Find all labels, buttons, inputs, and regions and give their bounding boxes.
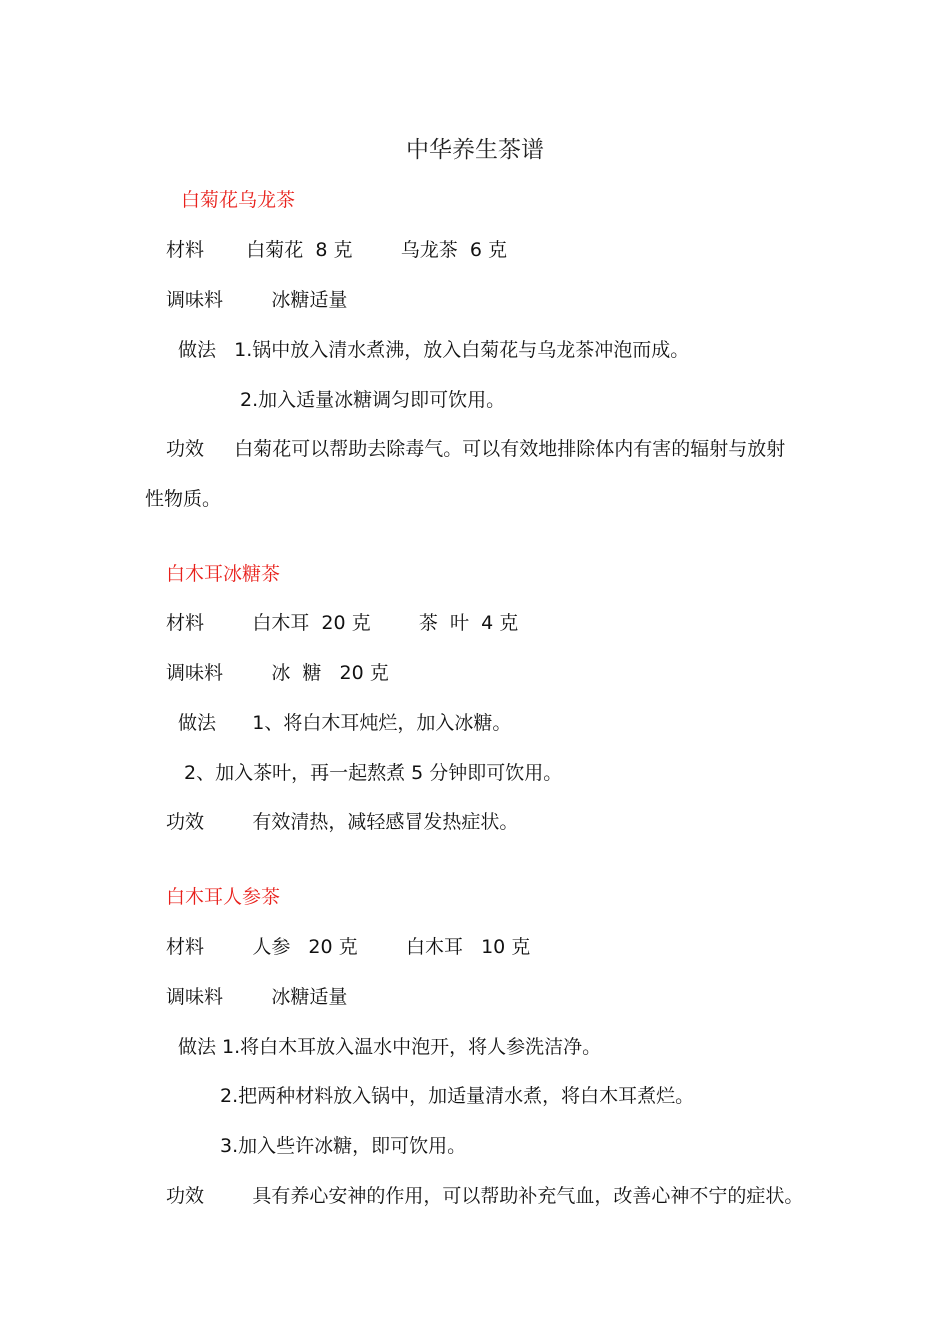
recipe-effect: 功效 具有养心安神的作用，可以帮助补充气血，改善心神不宁的症状。 <box>166 1185 804 1207</box>
recipe-title: 白木耳人参茶 <box>166 886 281 908</box>
recipe-title: 白菊花乌龙茶 <box>181 189 296 211</box>
recipe-seasoning: 调味料 冰糖适量 <box>166 289 348 311</box>
recipe-method-step: 做法 1.将白木耳放入温水中泡开，将人参洗洁净。 <box>178 1036 602 1058</box>
recipe-effect-continued: 性物质。 <box>145 488 222 510</box>
recipe-effect: 功效 有效清热，减轻感冒发热症状。 <box>166 811 519 833</box>
recipe-title: 白木耳冰糖茶 <box>166 563 281 585</box>
recipe-method-step: 2.加入适量冰糖调匀即可饮用。 <box>240 389 506 411</box>
recipe-method-step: 做法 1、将白木耳炖烂，加入冰糖。 <box>178 712 512 734</box>
recipe-effect: 功效 白菊花可以帮助去除毒气。可以有效地排除体内有害的辐射与放射 <box>166 438 786 460</box>
recipe-seasoning: 调味料 冰 糖 20 克 <box>166 662 389 684</box>
recipe-materials: 材料 人参 20 克 白木耳 10 克 <box>166 936 531 958</box>
recipe-method-step: 2、加入茶叶，再一起熬煮 5 分钟即可饮用。 <box>184 762 563 784</box>
recipe-method-step: 3.加入些许冰糖，即可饮用。 <box>220 1135 467 1157</box>
page-title: 中华养生茶谱 <box>406 137 544 163</box>
recipe-method-step: 做法 1.锅中放入清水煮沸，放入白菊花与乌龙茶冲泡而成。 <box>178 339 690 361</box>
recipe-seasoning: 调味料 冰糖适量 <box>166 986 348 1008</box>
recipe-materials: 材料 白木耳 20 克 茶 叶 4 克 <box>166 612 519 634</box>
recipe-method-step: 2.把两种材料放入锅中，加适量清水煮，将白木耳煮烂。 <box>220 1085 695 1107</box>
recipe-materials: 材料 白菊花 8 克 乌龙茶 6 克 <box>166 239 508 261</box>
